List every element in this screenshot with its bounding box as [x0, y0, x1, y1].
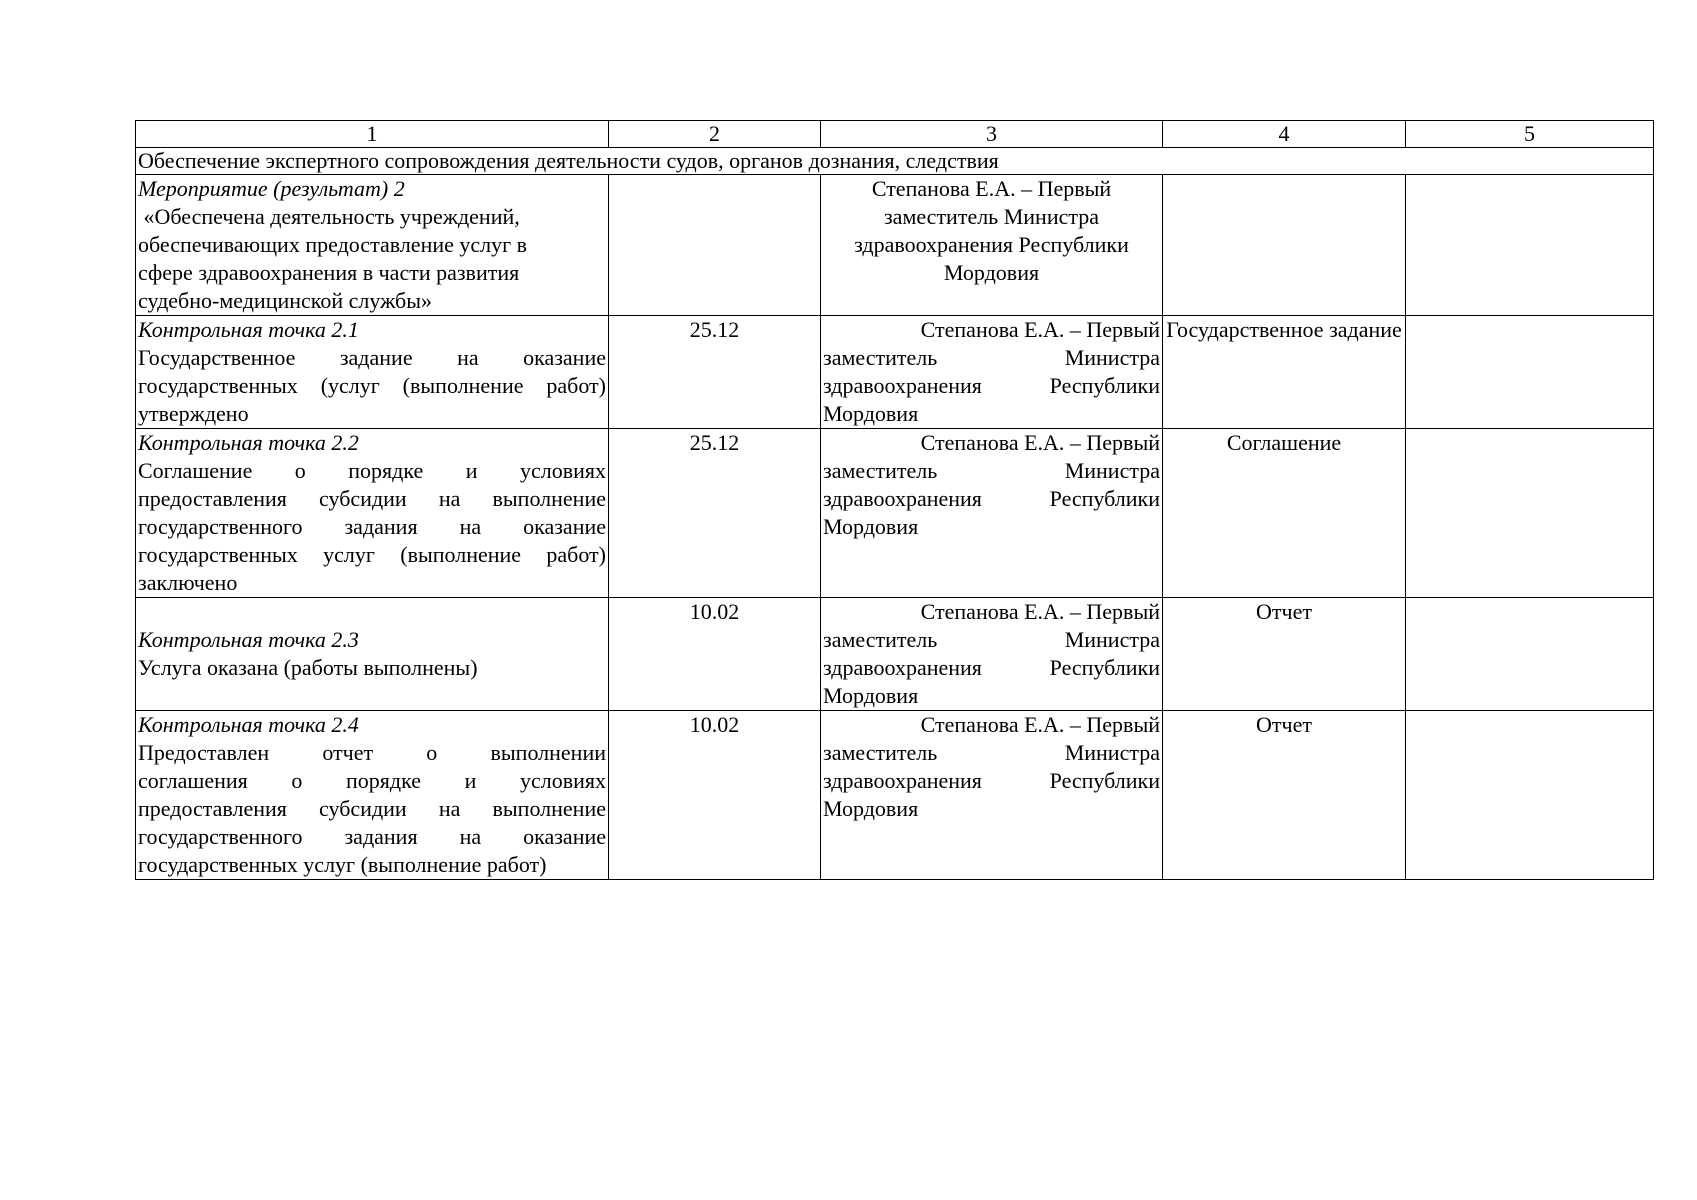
row-text-line: «Обеспечена деятельность учреждений,: [138, 204, 520, 229]
row-text-line: государственных услуг (выполнение работ): [138, 852, 547, 877]
responsible-cell: [821, 429, 1163, 598]
plan-table: [135, 120, 1654, 880]
row-text-line: заключено: [138, 570, 238, 595]
note-cell: [1406, 429, 1654, 598]
header-row: [136, 121, 1654, 148]
responsible-line: здравоохранения Республики: [823, 655, 1160, 680]
header-cell-1: 1: [136, 121, 609, 148]
date-cell: 10.02: [609, 711, 821, 880]
table-row: [136, 316, 1654, 429]
responsible-cell: [821, 711, 1163, 880]
document-cell: Отчет: [1163, 711, 1406, 880]
description-cell: [136, 429, 609, 598]
section-row: [136, 148, 1654, 175]
note-cell: [1406, 316, 1654, 429]
responsible-line: заместитель Министра: [883, 204, 1100, 229]
responsible-line: здравоохранения Республики: [823, 373, 1160, 398]
row-text-line: Государственное задание на оказание: [138, 345, 606, 370]
responsible-line: Степанова Е.А. – Первый: [920, 430, 1160, 455]
date-cell: 10.02: [609, 598, 821, 711]
responsible-line: Мордовия: [823, 514, 919, 539]
responsible-line: здравоохранения Республики: [854, 232, 1129, 257]
row-text: [138, 739, 606, 879]
row-title: Контрольная точка 2.2: [138, 430, 359, 455]
row-text-line: государственных услуг (выполнение работ): [138, 542, 606, 567]
table-row: [136, 429, 1654, 598]
row-text-line: предоставления субсидии на выполнение: [138, 486, 606, 511]
responsible-line: Степанова Е.А. – Первый: [920, 317, 1160, 342]
row-text-line: соглашения о порядке и условиях: [138, 768, 606, 793]
row-text-line: Услуга оказана (работы выполнены): [138, 655, 478, 680]
row-text-line: обеспечивающих предоставление услуг в: [138, 232, 528, 257]
responsible-line: здравоохранения Республики: [823, 768, 1160, 793]
responsible-line: здравоохранения Республики: [823, 486, 1160, 511]
spacer: [138, 598, 606, 626]
document-cell: Государственное задание: [1163, 316, 1406, 429]
description-cell: [136, 711, 609, 880]
row-text: [138, 457, 606, 597]
row-text-line: государственного задания на оказание: [138, 514, 606, 539]
date-cell: 25.12: [609, 316, 821, 429]
responsible-cell: [821, 175, 1163, 316]
note-cell: [1406, 598, 1654, 711]
row-text-line: Предоставлен отчет о выполнении: [138, 740, 606, 765]
row-title: Контрольная точка 2.1: [138, 317, 359, 342]
responsible-line: заместитель Министра: [823, 345, 1160, 370]
row-text-line: Соглашение о порядке и условиях: [138, 458, 606, 483]
row-text-line: государственных (услуг (выполнение работ): [138, 373, 606, 398]
header-cell-5: 5: [1406, 121, 1654, 148]
responsible-line: Мордовия: [823, 683, 919, 708]
section-title: Обеспечение экспертного сопровождения деятельности судов, органов дознания, следствия: [136, 148, 1654, 175]
responsible-line: Степанова Е.А. – Первый: [920, 599, 1160, 624]
header-cell-3: 3: [821, 121, 1163, 148]
row-text-line: сфере здравоохранения в части развития: [138, 260, 520, 285]
row-text-line: государственного задания на оказание: [138, 824, 606, 849]
date-cell: 25.12: [609, 429, 821, 598]
row-text-line: предоставления субсидии на выполнение: [138, 796, 606, 821]
document-cell: Соглашение: [1163, 429, 1406, 598]
header-cell-2: 2: [609, 121, 821, 148]
row-text: [138, 203, 606, 315]
description-cell: [136, 598, 609, 711]
table-row: [136, 598, 1654, 711]
table-row: [136, 175, 1654, 316]
responsible-line: заместитель Министра: [823, 458, 1160, 483]
description-cell: [136, 316, 609, 429]
row-title: Мероприятие (результат) 2: [138, 176, 405, 201]
responsible-line: заместитель Министра: [823, 740, 1160, 765]
responsible-cell: [821, 598, 1163, 711]
responsible-line: Степанова Е.А. – Первый: [871, 176, 1112, 201]
row-text: [138, 344, 606, 428]
responsible-line: заместитель Министра: [823, 627, 1160, 652]
note-cell: [1406, 711, 1654, 880]
table-row: [136, 711, 1654, 880]
date-cell: [609, 175, 821, 316]
responsible-cell: [821, 316, 1163, 429]
responsible-line: Мордовия: [823, 796, 919, 821]
note-cell: [1406, 175, 1654, 316]
row-text-line: утверждено: [138, 401, 249, 426]
header-cell-4: 4: [1163, 121, 1406, 148]
document-cell: [1163, 175, 1406, 316]
row-text-line: судебно-медицинской службы»: [138, 288, 432, 313]
responsible-line: Мордовия: [943, 260, 1040, 285]
description-cell: [136, 175, 609, 316]
document-cell: Отчет: [1163, 598, 1406, 711]
row-title: Контрольная точка 2.4: [138, 712, 359, 737]
responsible-line: Степанова Е.А. – Первый: [920, 712, 1160, 737]
row-title: Контрольная точка 2.3: [138, 627, 359, 652]
responsible-line: Мордовия: [823, 401, 919, 426]
